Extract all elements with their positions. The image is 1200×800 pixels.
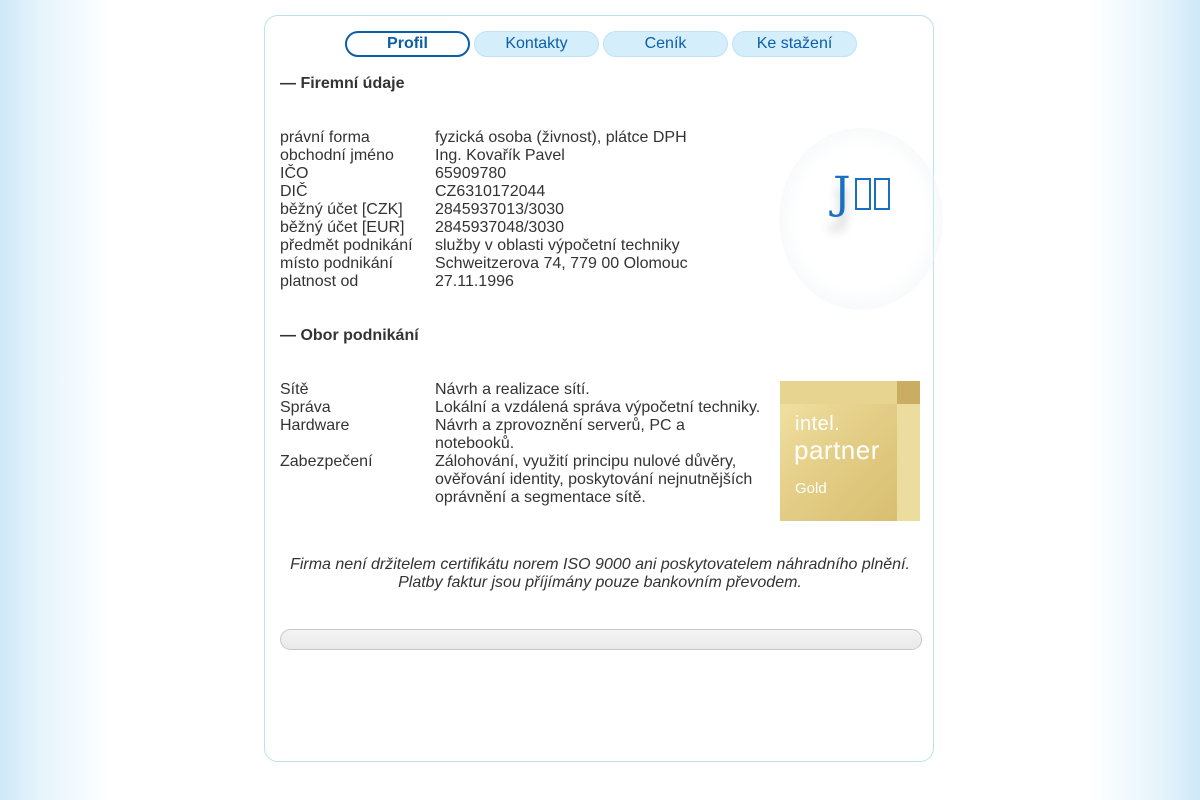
business-row-administration xyxy=(280,399,770,417)
detail-row-account-czk xyxy=(280,201,770,219)
detail-label: DIČ xyxy=(280,183,308,200)
badge-decor xyxy=(780,381,897,404)
company-details xyxy=(280,129,770,291)
business-value: Návrh a realizace sítí. xyxy=(435,381,590,398)
business-row-networks xyxy=(280,381,770,399)
business-value: Lokální a vzdálená správa výpočetní techniky. xyxy=(435,399,761,416)
badge-tier: Gold xyxy=(795,480,827,497)
section-title-company: — Firemní údaje xyxy=(280,75,405,92)
company-logo-letter: J xyxy=(833,168,852,219)
tab-profil[interactable]: Profil xyxy=(345,31,470,57)
note-line-certification: Firma není držitelem certifikátu norem ISO 9000 ani poskytovatelem náhradního plnění. xyxy=(290,556,910,573)
detail-row-legal-form xyxy=(280,129,770,147)
detail-row-business-place xyxy=(280,255,770,273)
tab-cenik[interactable]: Ceník xyxy=(603,31,728,57)
detail-value: 2845937013/3030 xyxy=(435,201,565,218)
tab-ke-stazeni[interactable]: Ke stažení xyxy=(732,31,857,57)
badge-brand: intel. xyxy=(795,413,841,435)
logo-glyph-box xyxy=(874,178,890,210)
business-label: Správa xyxy=(280,399,331,416)
detail-label: běžný účet [EUR] xyxy=(280,219,405,236)
intel-partner-gold-badge xyxy=(780,381,920,521)
detail-value: Ing. Kovařík Pavel xyxy=(435,147,565,164)
footer-bar xyxy=(280,629,922,650)
badge-decor xyxy=(897,404,920,521)
detail-value: fyzická osoba (živnost), plátce DPH xyxy=(435,129,687,146)
section-title-business: — Obor podnikání xyxy=(280,327,419,344)
content-panel xyxy=(264,15,934,762)
detail-row-valid-from xyxy=(280,273,770,291)
tab-kontakty[interactable]: Kontakty xyxy=(474,31,599,57)
detail-value: 27.11.1996 xyxy=(435,273,514,290)
business-value: Návrh a zprovoznění serverů, PC a notebooků. xyxy=(435,417,685,452)
business-row-security xyxy=(280,453,770,507)
detail-label: běžný účet [CZK] xyxy=(280,201,403,218)
business-label: Hardware xyxy=(280,417,350,434)
company-note xyxy=(280,556,920,592)
detail-value: 65909780 xyxy=(435,165,507,182)
company-logo xyxy=(779,128,943,310)
business-fields xyxy=(280,381,770,507)
business-row-hardware xyxy=(280,417,770,453)
detail-row-account-eur xyxy=(280,219,770,237)
detail-label: místo podnikání xyxy=(280,255,393,272)
detail-row-ico xyxy=(280,165,770,183)
detail-value: 2845937048/3030 xyxy=(435,219,565,236)
detail-row-dic xyxy=(280,183,770,201)
detail-value: služby v oblasti výpočetní techniky xyxy=(435,237,680,254)
business-value: Zálohování, využití principu nulové důvěry, ověřování identity, poskytování nejnutnějších oprávnění a segmentace sítě. xyxy=(435,453,753,506)
business-label: Zabezpečení xyxy=(280,453,373,470)
detail-row-business-subject xyxy=(280,237,770,255)
detail-label: platnost od xyxy=(280,273,359,290)
badge-partner: partner xyxy=(794,435,880,465)
badge-decor xyxy=(897,381,920,404)
detail-value: CZ6310172044 xyxy=(435,183,546,200)
business-label: Sítě xyxy=(280,381,309,398)
detail-value: Schweitzerova 74, 779 00 Olomouc xyxy=(435,255,688,272)
detail-label: obchodní jméno xyxy=(280,147,394,164)
logo-glyph-box xyxy=(855,178,871,210)
company-logo-mark xyxy=(833,168,890,219)
detail-label: právní forma xyxy=(280,129,370,146)
detail-label: IČO xyxy=(280,165,309,182)
detail-label: předmět podnikání xyxy=(280,237,413,254)
note-line-payment: Platby faktur jsou příjímány pouze bankovním převodem. xyxy=(398,574,802,591)
tab-bar xyxy=(345,31,857,57)
detail-row-business-name xyxy=(280,147,770,165)
